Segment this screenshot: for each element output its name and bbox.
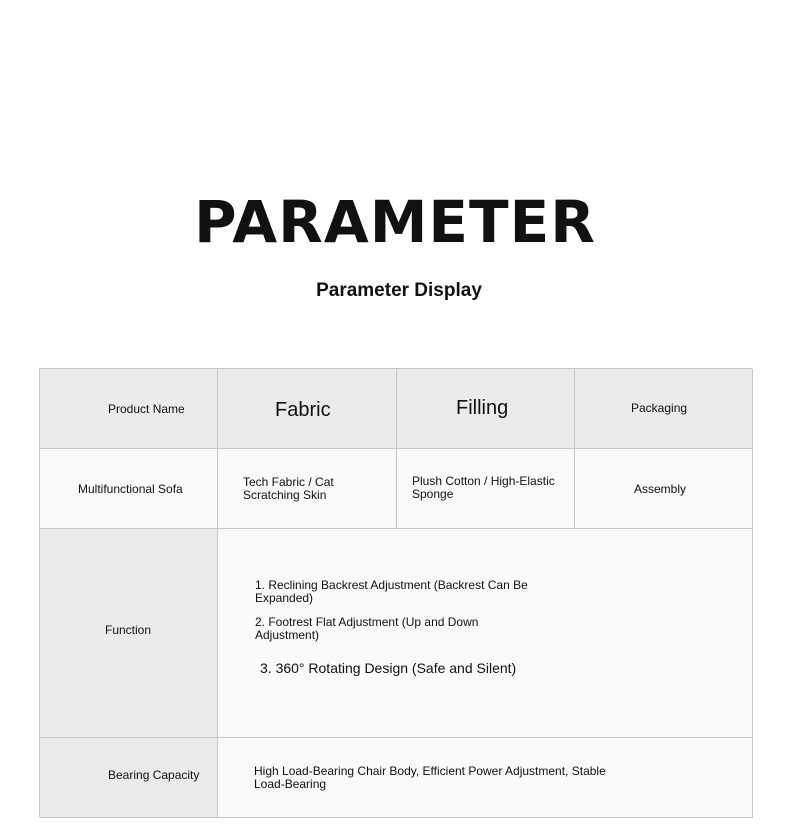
page-subtitle: Parameter Display: [316, 280, 482, 301]
cell-product-name-label: [40, 369, 218, 449]
bearing-capacity-value: High Load-Bearing Chair Body, Efficient Power Adjustment, Stable Load-Bearing: [254, 764, 606, 791]
parameter-table: [39, 368, 752, 817]
cell-product-name-value: [40, 449, 218, 529]
filling-label: Filling: [456, 397, 509, 419]
cell-filling-label: [397, 369, 575, 449]
cell-filling-value: [397, 449, 575, 529]
cell-function-label: [40, 529, 218, 738]
function-item-1: 1. Reclining Backrest Adjustment (Backrest Can Be Expanded): [255, 578, 528, 605]
cell-function-value: [218, 529, 753, 738]
page-title: PARAMETER: [194, 188, 596, 256]
packaging-label: Packaging: [631, 401, 688, 415]
filling-value: Plush Cotton / High-Elastic Sponge: [412, 474, 555, 501]
function-item-3: 3. 360° Rotating Design (Safe and Silent): [260, 660, 517, 676]
cell-packaging-label: [575, 369, 753, 449]
product-name-value: Multifunctional Sofa: [78, 482, 183, 496]
product-name-label: Product Name: [108, 402, 185, 416]
cell-bearing-label: [40, 738, 218, 818]
cell-fabric-value: [218, 449, 397, 529]
cell-bearing-value: [218, 738, 753, 818]
function-label: Function: [105, 623, 152, 637]
function-item-2: 2. Footrest Flat Adjustment (Up and Down Adjustment): [255, 615, 479, 642]
fabric-label: Fabric: [275, 399, 331, 421]
cell-fabric-label: [218, 369, 397, 449]
cell-packaging-value: [575, 449, 753, 529]
bearing-capacity-label: Bearing Capacity: [108, 768, 200, 782]
fabric-value: Tech Fabric / Cat Scratching Skin: [243, 475, 334, 502]
packaging-value: Assembly: [634, 482, 687, 496]
